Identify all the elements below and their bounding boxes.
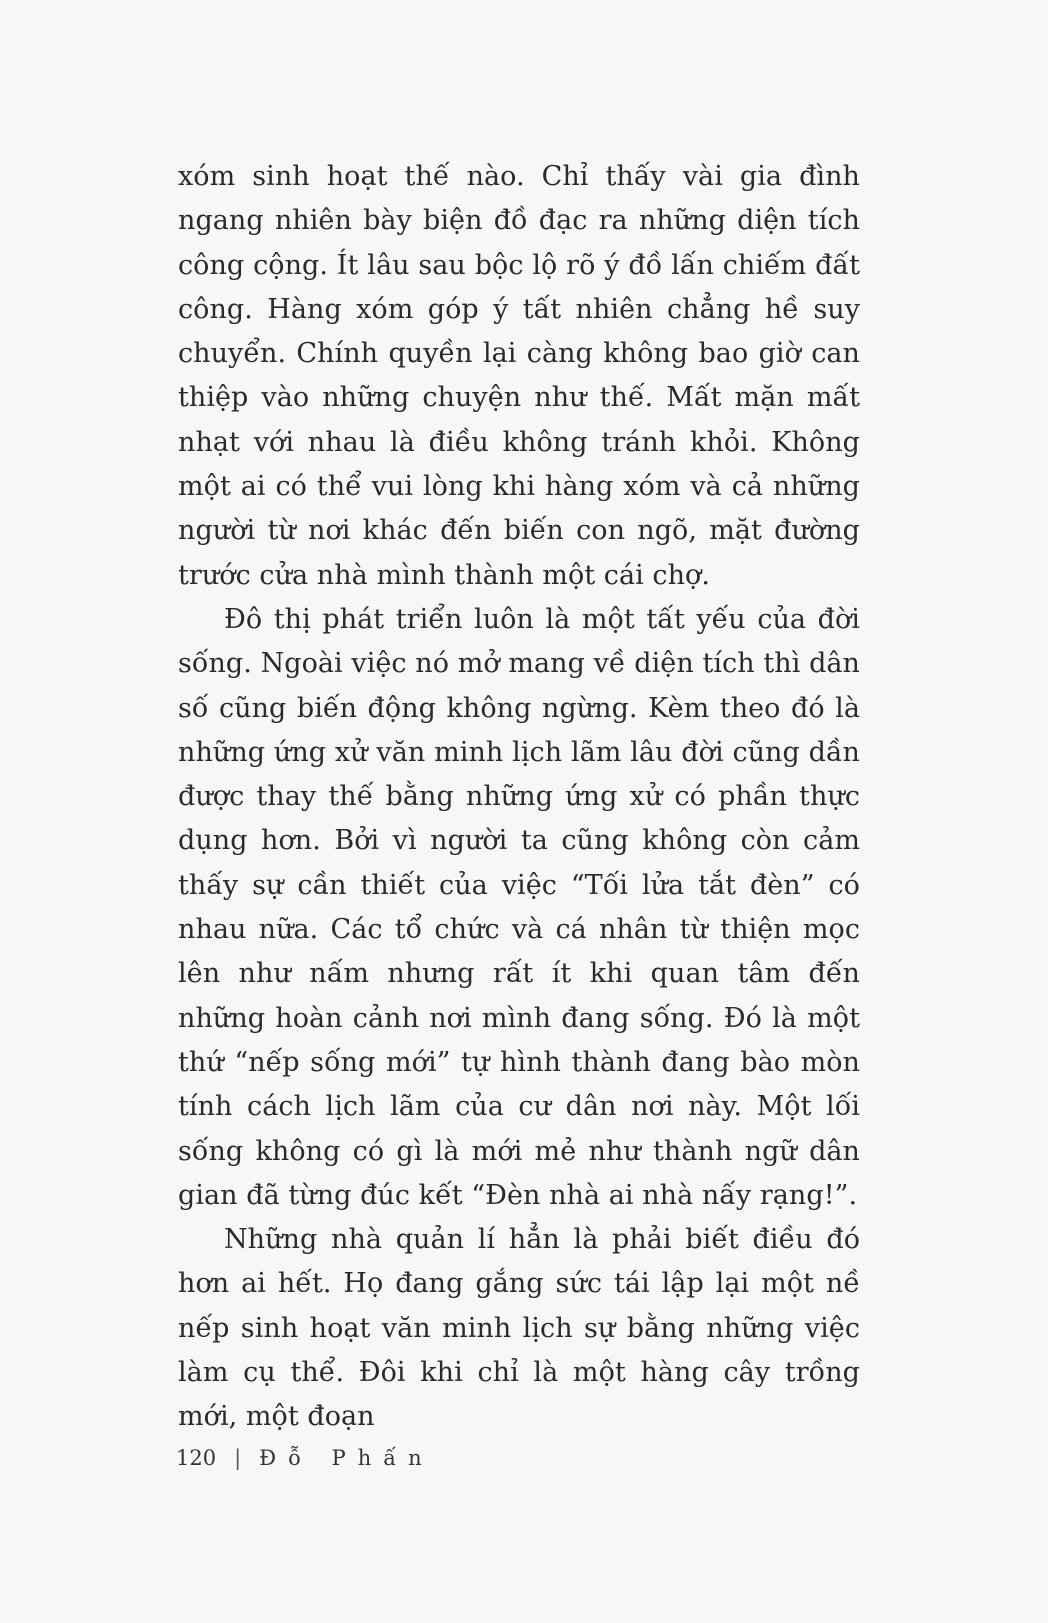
page-number: 120 bbox=[176, 1446, 217, 1470]
paragraph: Đô thị phát triển luôn là một tất yếu của đời sống. Ngoài việc nó mở mang về diện tích thì dân số cũng biến động không ngừng. Kèm theo đó là những ứng xử văn minh lịch lãm lâu đời cũng dần được thay thế bằng những ứng xử có phần thực dụng hơn. Bởi vì người ta cũng không còn cảm thấy sự cần thiết của việc “Tối lửa tắt đèn” có nhau nữa. Các tổ chức và cá nhân từ thiện mọc lên như nấm nhưng rất ít khi quan tâm đến những hoàn cảnh nơi mình đang sống. Đó là một thứ “nếp sống mới” tự hình thành đang bào mòn tính cách lịch lãm của cư dân nơi này. Một lối sống không có gì là mới mẻ như thành ngữ dân gian đã từng đúc kết “Đèn nhà ai nhà nấy rạng!”. bbox=[178, 603, 860, 1211]
paragraph: Những nhà quản lí hẳn là phải biết điều đó hơn ai hết. Họ đang gắng sức tái lập lại một nề nếp sinh hoạt văn minh lịch sự bằng những việc làm cụ thể. Đôi khi chỉ là một hàng cây trồng mới, một đoạn bbox=[178, 1224, 860, 1433]
paragraph-continued: xóm sinh hoạt thế nào. Chỉ thấy vài gia đình ngang nhiên bày biện đồ đạc ra những diện tích công cộng. Ít lâu sau bộc lộ rõ ý đồ lấn chiếm đất công. Hàng xóm góp ý tất nhiên chẳng hề suy chuyển. Chính quyền lại càng không bao giờ can thiệp vào những chuyện như thế. Mất mặn mất nhạt với nhau là điều không tránh khỏi. Không một ai có thể vui lòng khi hàng xóm và cả những người từ nơi khác đến biến con ngõ, mặt đường trước cửa nhà mình thành một cái chợ. bbox=[178, 161, 860, 591]
author-name: Đỗ Phấn bbox=[259, 1446, 434, 1470]
footer-separator: | bbox=[234, 1446, 242, 1470]
body-text bbox=[178, 155, 860, 1440]
page-footer bbox=[176, 1446, 434, 1470]
